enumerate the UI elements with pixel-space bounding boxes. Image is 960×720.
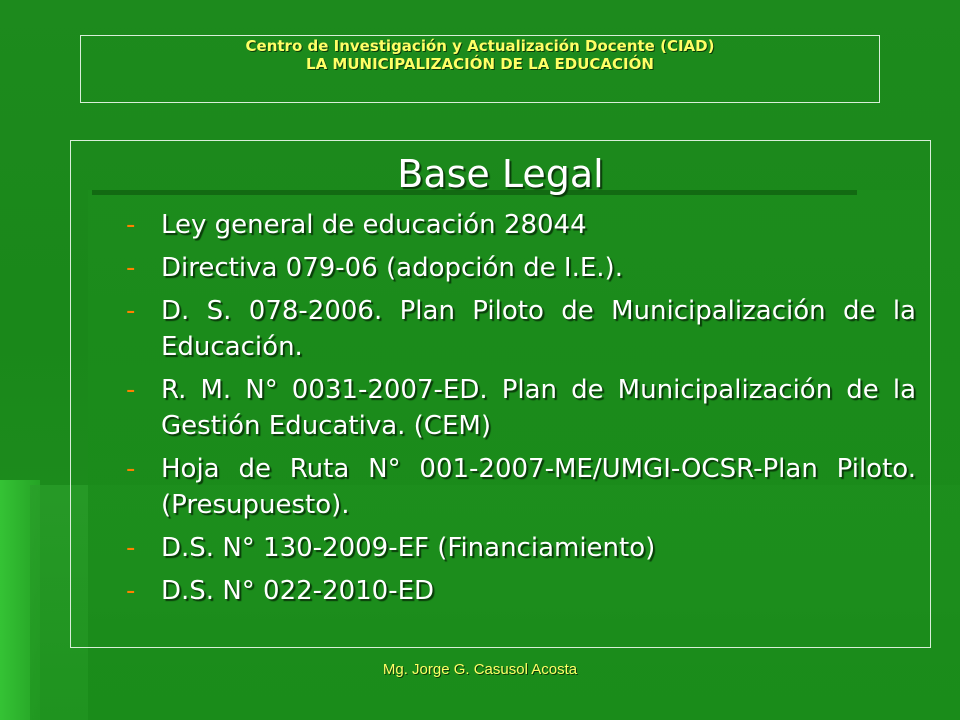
- footer-author: Mg. Jorge G. Casusol Acosta: [382, 661, 578, 678]
- content-frame: [70, 140, 931, 648]
- list-item-text: Directiva 079-06 (adopción de I.E.).: [161, 253, 623, 283]
- bullet-dash-icon: -: [126, 375, 136, 405]
- legal-basis-list: [126, 207, 916, 616]
- bullet-dash-icon: -: [126, 533, 136, 563]
- bullet-dash-icon: -: [126, 296, 136, 326]
- bullet-dash-icon: -: [126, 454, 136, 484]
- list-item-text: D. S. 078-2006. Plan Piloto de Municipalización de la Educación.: [161, 296, 916, 362]
- list-item: [126, 293, 916, 365]
- list-item: [126, 372, 916, 444]
- list-item: [126, 573, 916, 609]
- bullet-dash-icon: -: [126, 253, 136, 283]
- list-item-text: D.S. N° 130-2009-EF (Financiamiento): [161, 533, 656, 563]
- list-item-text: Hoja de Ruta N° 001-2007-ME/UMGI-OCSR-Plan Piloto. (Presupuesto).: [161, 454, 916, 520]
- slide-title: Base Legal: [397, 152, 604, 196]
- header-box: [80, 35, 880, 103]
- header-institution: Centro de Investigación y Actualización Docente (CIAD): [245, 37, 715, 55]
- header-topic: LA MUNICIPALIZACIÓN DE LA EDUCACIÓN: [306, 55, 654, 73]
- list-item-text: D.S. N° 022-2010-ED: [161, 576, 435, 606]
- list-item: [126, 207, 916, 243]
- list-item: [126, 451, 916, 523]
- bullet-dash-icon: -: [126, 210, 136, 240]
- list-item-text: Ley general de educación 28044: [161, 210, 587, 240]
- bullet-dash-icon: -: [126, 576, 136, 606]
- list-item: [126, 530, 916, 566]
- list-item: [126, 250, 916, 286]
- list-item-text: R. M. N° 0031-2007-ED. Plan de Municipalización de la Gestión Educativa. (CEM): [161, 375, 916, 441]
